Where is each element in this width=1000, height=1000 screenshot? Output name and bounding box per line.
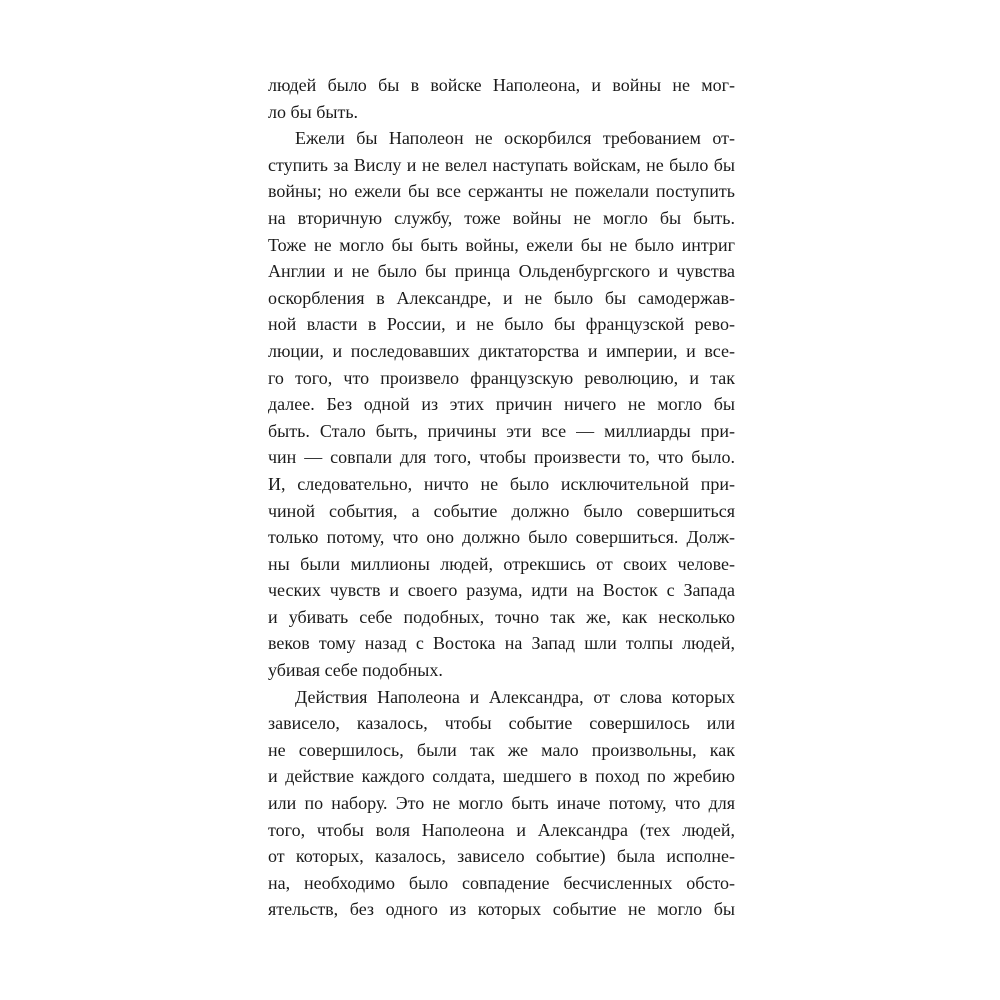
- text-line: Ежели бы Наполеон не оскорбился требованием от-: [295, 128, 735, 149]
- text-line: ческих чувств и своего разума, идти на Восток с Запада: [268, 580, 735, 601]
- text-line: и убивать себе подобных, точно так же, как несколько: [268, 606, 735, 627]
- text-line: И, следовательно, ничто не было исключительной при-: [268, 473, 735, 494]
- text-line: оскорбления в Александре, и не было бы самодержав-: [268, 287, 735, 308]
- text-line: не совершилось, были так же мало произвольны, как: [268, 739, 735, 760]
- text-line: го того, что произвело французскую революцию, и так: [268, 367, 735, 388]
- text-line: того, чтобы воля Наполеона и Александра (тех людей,: [268, 819, 735, 840]
- text-line: быть. Стало быть, причины эти все — миллиарды при-: [268, 420, 735, 441]
- text-line: только потому, что оно должно было совершиться. Долж-: [268, 527, 735, 548]
- text-line: и действие каждого солдата, шедшего в поход по жребию: [268, 766, 735, 787]
- text-line: ступить за Вислу и не велел наступать войскам, не было бы: [268, 154, 735, 175]
- text-line: Действия Наполеона и Александра, от слова которых: [295, 686, 735, 707]
- body-text: [268, 72, 735, 923]
- text-line: чиной события, а событие должно было совершиться: [268, 500, 735, 521]
- text-line: ной власти в России, и не было бы французской рево-: [268, 314, 735, 335]
- text-line: далее. Без одной из этих причин ничего не могло бы: [268, 394, 735, 415]
- text-line: или по набору. Это не могло быть иначе потому, что для: [268, 793, 735, 814]
- text-line: на вторичную службу, тоже войны не могло бы быть.: [268, 207, 735, 228]
- text-line: на, необходимо было совпадение бесчисленных обсто-: [268, 872, 735, 893]
- text-line: Тоже не могло бы быть войны, ежели бы не было интриг: [268, 234, 735, 255]
- text-line: ло бы быть.: [268, 101, 359, 122]
- text-line: ятельств, без одного из которых событие не могло бы: [268, 899, 735, 920]
- text-line: Англии и не было бы принца Ольденбургского и чувства: [268, 261, 735, 282]
- text-line: люции, и последовавших диктаторства и империи, и все-: [268, 340, 735, 361]
- text-line: веков тому назад с Востока на Запад шли толпы людей,: [268, 633, 735, 654]
- text-line: людей было бы в войске Наполеона, и войны не мог-: [268, 75, 735, 95]
- text-line: ны были миллионы людей, отрекшись от своих челове-: [268, 553, 735, 574]
- text-line: войны; но ежели бы все сержанты не пожелали поступить: [268, 181, 735, 202]
- text-line: убивая себе подобных.: [268, 660, 443, 681]
- text-line: чин — совпали для того, чтобы произвести то, что было.: [268, 447, 735, 468]
- text-line: от которых, казалось, зависело событие) была исполне-: [268, 846, 735, 867]
- text-line: зависело, казалось, чтобы событие совершилось или: [268, 713, 735, 734]
